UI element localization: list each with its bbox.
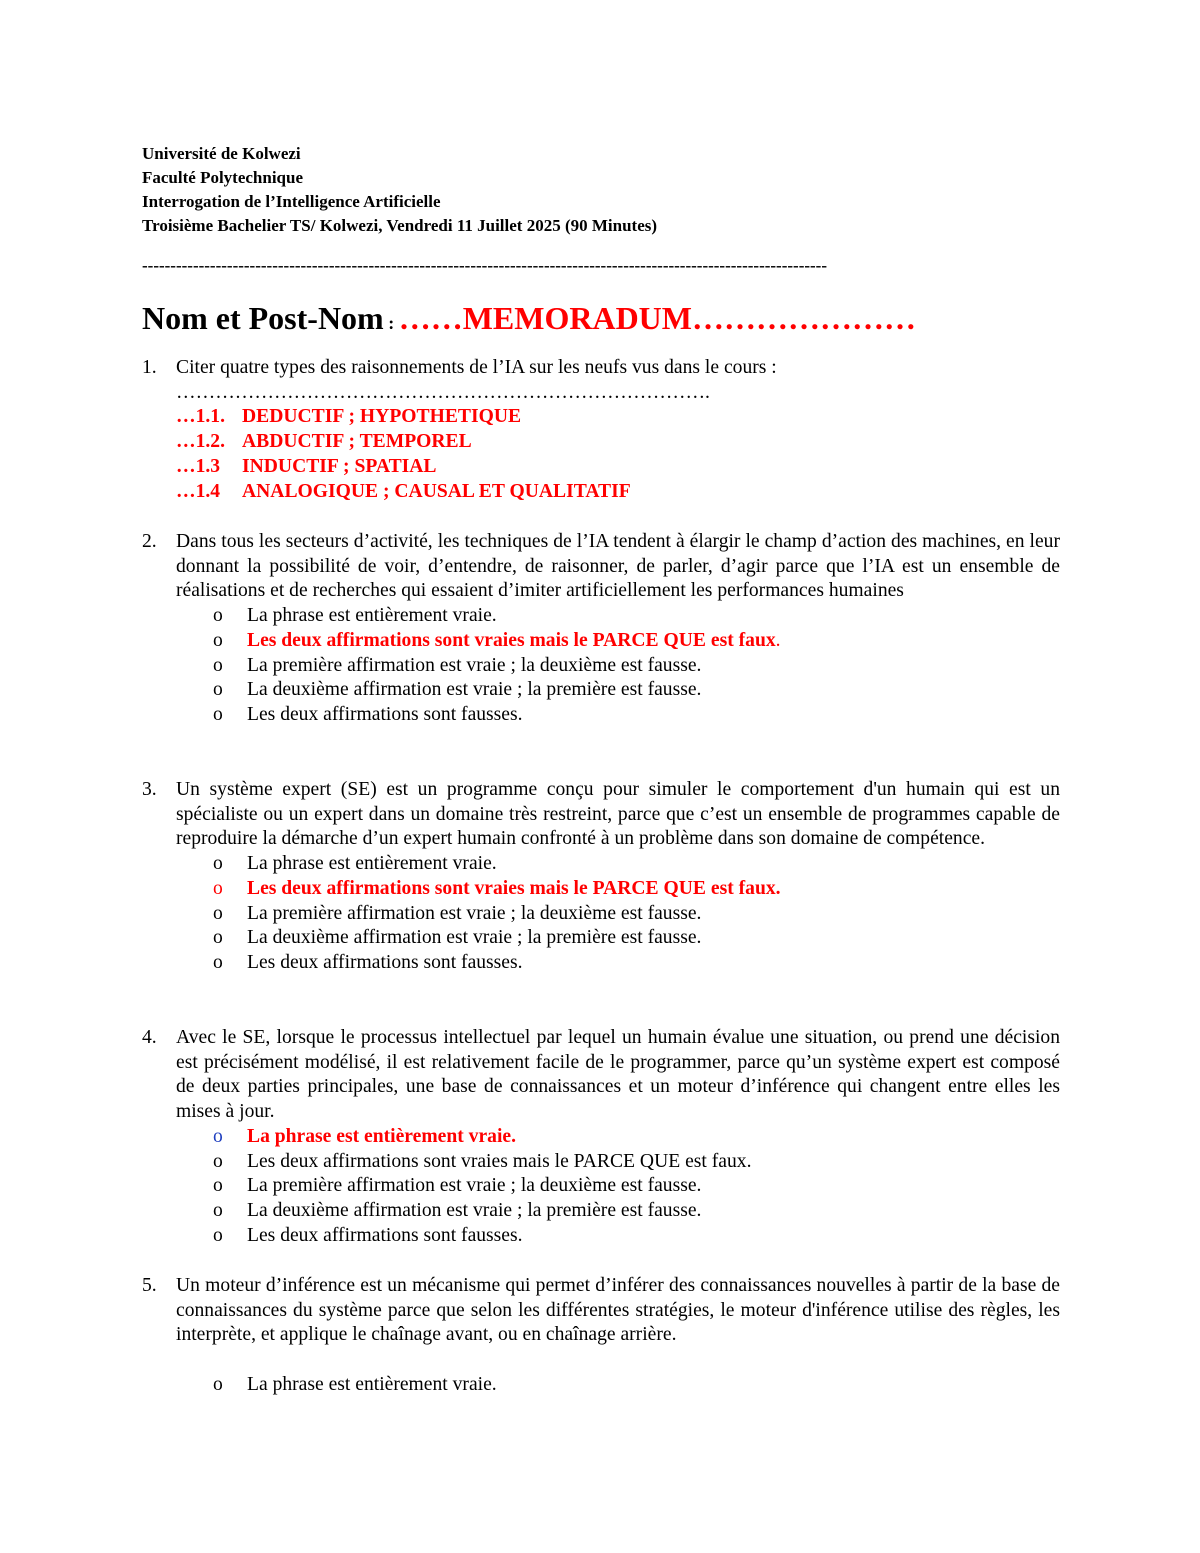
option-item: o Les deux affirmations sont fausses.: [247, 1224, 1060, 1249]
option-item: o Les deux affirmations sont fausses.: [247, 703, 1060, 728]
bullet-icon: o: [213, 1224, 223, 1246]
name-line: [142, 296, 916, 347]
university-name: Université de Kolwezi: [142, 144, 301, 163]
option-item: o La première affirmation est vraie ; la deuxième est fausse.: [247, 1174, 1060, 1199]
class-info: Troisième Bachelier TS/ Kolwezi, Vendredi 11 Juillet 2025 (90 Minutes): [142, 216, 658, 235]
bullet-icon: o: [213, 902, 223, 924]
question-number: 4.: [142, 1027, 157, 1048]
option-item: o La deuxième affirmation est vraie ; la première est fausse.: [247, 926, 1060, 951]
separator-line: -------------------------------------------------------------------------------------------------------------------------: [142, 256, 827, 275]
bullet-icon: o: [213, 703, 223, 725]
question-1: [142, 356, 1060, 504]
exam-header: [142, 142, 657, 238]
answer-dots: ……………………………………………………………………….: [176, 381, 710, 403]
bullet-icon: o: [213, 1199, 223, 1221]
bullet-icon: o: [213, 877, 223, 899]
option-item: o La deuxième affirmation est vraie ; la première est fausse.: [247, 678, 1060, 703]
answer-line: …1.4 ANALOGIQUE ; CAUSAL ET QUALITATIF: [176, 480, 631, 502]
question-3: [142, 778, 1060, 976]
bullet-icon: o: [213, 605, 223, 627]
name-colon: :: [383, 313, 399, 333]
bullet-icon: o: [213, 951, 223, 973]
question-5: [142, 1274, 1060, 1398]
question-number: 1.: [142, 357, 157, 378]
bullet-icon: o: [213, 1150, 223, 1172]
option-item: o La phrase est entièrement vraie.: [247, 852, 1060, 877]
bullet-icon: o: [213, 1175, 223, 1197]
option-item: o La première affirmation est vraie ; la deuxième est fausse.: [247, 902, 1060, 927]
option-item-correct: o Les deux affirmations sont vraies mais le PARCE QUE est faux.: [247, 877, 1060, 902]
question-4: [142, 1026, 1060, 1248]
question-number: 3.: [142, 779, 157, 800]
question-text: Dans tous les secteurs d’activité, les techniques de l’IA tendent à élargir le champ d’action des machines, en leur donnant la possibilité de voir, d’entendre, de raisonner, de parler, d’agir parce que l’IA est un ensemble de réalisations et de recherches qui essaient d’imiter artificiellement les performances humaines: [176, 531, 1060, 602]
question-text: Citer quatre types des raisonnements de l’IA sur les neufs vus dans le cours :: [176, 357, 777, 378]
bullet-icon: o: [213, 1373, 223, 1395]
answer-line: …1.2. ABDUCTIF ; TEMPOREL: [176, 431, 472, 453]
option-item: o Les deux affirmations sont vraies mais le PARCE QUE est faux.: [247, 1150, 1060, 1175]
question-number: 2.: [142, 531, 157, 552]
bullet-icon: o: [213, 654, 223, 676]
option-item: o La phrase est entièrement vraie.: [247, 1373, 1060, 1398]
option-item: o Les deux affirmations sont fausses.: [247, 951, 1060, 976]
option-item: o La phrase est entièrement vraie.: [247, 604, 1060, 629]
question-text: Un système expert (SE) est un programme conçu pour simuler le comportement d'un humain qui est un spécialiste ou un expert dans un domaine très restreint, parce que c’est un ensemble de programmes capable de reproduire la démarche d’un expert humain confronté à un problème dans son domaine de compétence.: [176, 779, 1060, 850]
name-label: Nom et Post-Nom: [142, 300, 384, 336]
option-item: o La deuxième affirmation est vraie ; la première est fausse.: [247, 1199, 1060, 1224]
bullet-icon: o: [213, 853, 223, 875]
option-item-correct: o La phrase est entièrement vraie.: [247, 1125, 1060, 1150]
answer-line: …1.3 INDUCTIF ; SPATIAL: [176, 455, 437, 477]
answer-line: …1.1. DEDUCTIF ; HYPOTHETIQUE: [176, 406, 522, 428]
bullet-icon: o: [213, 679, 223, 701]
bullet-icon: o: [213, 1125, 223, 1147]
option-item-correct: o Les deux affirmations sont vraies mais le PARCE QUE est faux.: [247, 629, 1060, 654]
question-text: Avec le SE, lorsque le processus intellectuel par lequel un humain évalue une situation, ou prend une décision est précisément modélisé, il est relativement facile de le programmer, parce qu’un système expert est composé de deux parties principales, une base de connaissances et un moteur d’inférence qui changent entre elles les mises à jour.: [176, 1027, 1060, 1123]
bullet-icon: o: [213, 927, 223, 949]
bullet-icon: o: [213, 629, 223, 651]
question-2: [142, 530, 1060, 728]
course-title: Interrogation de l’Intelligence Artificielle: [142, 192, 441, 211]
question-number: 5.: [142, 1275, 157, 1296]
name-value: ……MEMORADUM…………………: [398, 300, 916, 336]
option-item: o La première affirmation est vraie ; la deuxième est fausse.: [247, 654, 1060, 679]
question-text: Un moteur d’inférence est un mécanisme qui permet d’inférer des connaissances nouvelles à partir de la base de connaissances du système parce que selon les différentes stratégies, le moteur d'inférence utilise des règles, les interprète, et applique le chaînage avant, ou en chaînage arrière.: [176, 1275, 1060, 1346]
faculty-name: Faculté Polytechnique: [142, 168, 304, 187]
